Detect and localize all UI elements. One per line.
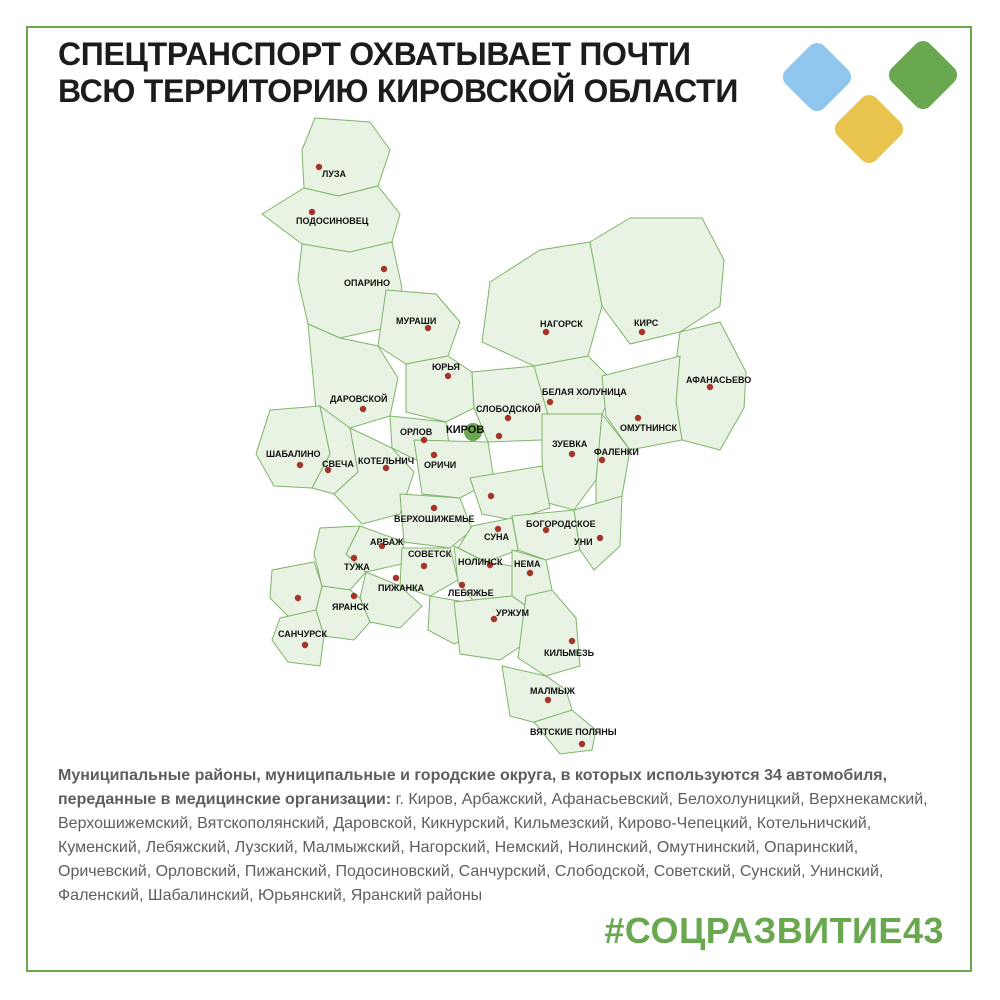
- town-21-label: АРБАЖ: [370, 537, 404, 547]
- town-8-dot: [547, 399, 553, 405]
- town-5-label: КИРС: [634, 318, 659, 328]
- town-19-dot: [431, 505, 437, 511]
- town-15-dot: [599, 457, 605, 463]
- logo-green-diamond: [885, 37, 961, 113]
- town-6-dot: [445, 373, 451, 379]
- page-title: [58, 36, 738, 110]
- town-12-label: ОРЛОВ: [400, 427, 433, 437]
- district-nagorsk: [482, 242, 602, 366]
- town-35-label: ВЯТСКИЕ ПОЛЯНЫ: [530, 727, 617, 737]
- town-27-label: НЕМА: [514, 559, 541, 569]
- title-line-2: ВСЮ ТЕРРИТОРИЮ КИРОВСКОЙ ОБЛАСТИ: [58, 73, 739, 109]
- town-6-label: ЮРЬЯ: [432, 362, 460, 372]
- town-0-label: ЛУЗА: [322, 169, 347, 179]
- town-29-label: ЛЕБЯЖЬЕ: [448, 588, 494, 598]
- town-4-label: НАГОРСК: [540, 319, 583, 329]
- town-17-label: КОТЕЛЬНИЧ: [358, 456, 415, 466]
- town-25-label: ТУЖА: [344, 562, 370, 572]
- town-11-label: ОМУТНИНСК: [620, 423, 678, 433]
- town-11-dot: [635, 415, 641, 421]
- logo-yellow-diamond: [831, 91, 907, 167]
- town-2-dot: [381, 266, 387, 272]
- town-32-dot: [302, 642, 308, 648]
- town-13-label: ЗУЕВКА: [552, 439, 588, 449]
- town-18-label: ОРИЧИ: [424, 460, 457, 470]
- hashtag: #СОЦРАЗВИТИЕ43: [604, 910, 944, 951]
- caption: [58, 764, 948, 908]
- town-5-dot: [639, 329, 645, 335]
- title-line-1: СПЕЦТРАНСПОРТ ОХВАТЫВАЕТ ПОЧТИ: [58, 36, 691, 72]
- caption-list: г. Киров, Арбажский, Афанасьевский, Белохолуницкий, Верхнекамский, Верхошижемский, Вятскополянский, Даровской, Кикнурский, Кильмезский, Кирово-Чепецкий, Котельничский, Куменский, Лебяжский, Лузский, Малмыжский, Нагорский, Немский, Нолинский, Омутнинский, Опаринский, Оричевский, Орловский, Пижанский, Подосиновский, Санчурский, Слободской, Советский, Сунский, Унинский, Фаленский, Шабалинский, Юрьянский, Яранский районы: [58, 791, 928, 904]
- unlabeled-town-dot-0: [488, 493, 494, 499]
- town-23-dot: [597, 535, 603, 541]
- town-15-label: ФАЛЕНКИ: [594, 447, 639, 457]
- caption-lead: Муниципальные районы, муниципальные и городские округа, в которых используются 34 автомобиля, переданные в медицинские организации:: [58, 767, 888, 808]
- town-26-label: НОЛИНСК: [458, 557, 503, 567]
- town-34-dot: [545, 697, 551, 703]
- town-24-label: СОВЕТСК: [408, 549, 452, 559]
- town-18-dot: [431, 452, 437, 458]
- district-kiknur: [270, 562, 322, 618]
- town-33-dot: [569, 638, 575, 644]
- district-zuevka: [542, 414, 602, 510]
- town-1-label: ПОДОСИНОВЕЦ: [296, 216, 369, 226]
- town-35-dot: [579, 741, 585, 747]
- town-23-label: УНИ: [574, 537, 593, 547]
- unlabeled-town-dot-1: [295, 595, 301, 601]
- town-30-label: ЯРАНСК: [332, 602, 369, 612]
- town-20-label: БОГОРОДСКОЕ: [526, 519, 596, 529]
- district-uni: [574, 496, 622, 570]
- town-8-label: БЕЛАЯ ХОЛУНИЦА: [542, 387, 627, 397]
- capital-label: КИРОВ: [446, 424, 485, 436]
- town-14-dot: [297, 462, 303, 468]
- district-luza: [302, 118, 390, 196]
- town-30-dot: [351, 593, 357, 599]
- town-14-label: ШАБАЛИНО: [266, 449, 321, 459]
- town-12-dot: [421, 437, 427, 443]
- town-9-label: ДАРОВСКОЙ: [330, 394, 388, 404]
- town-10-label: СЛОБОДСКОЙ: [476, 404, 541, 414]
- town-31-label: УРЖУМ: [496, 608, 529, 618]
- town-1-dot: [309, 209, 315, 215]
- town-3-label: МУРАШИ: [396, 316, 437, 326]
- town-19-label: ВЕРХОШИЖЕМЬЕ: [394, 514, 475, 524]
- logo-diamonds: [770, 30, 970, 180]
- town-22-label: СУНА: [484, 532, 509, 542]
- town-16-label: СВЕЧА: [322, 459, 354, 469]
- town-32-label: САНЧУРСК: [278, 629, 327, 639]
- unlabeled-town-dot-2: [496, 433, 502, 439]
- district-kilmez: [518, 590, 580, 676]
- town-27-dot: [527, 570, 533, 576]
- town-24-dot: [421, 563, 427, 569]
- town-28-label: ПИЖАНКА: [378, 583, 425, 593]
- town-9-dot: [360, 406, 366, 412]
- district-murashi: [378, 290, 460, 364]
- town-34-label: МАЛМЫЖ: [530, 686, 575, 696]
- town-7-label: АФАНАСЬЕВО: [686, 375, 752, 385]
- town-33-label: КИЛЬМЕЗЬ: [544, 648, 595, 658]
- town-28-dot: [393, 575, 399, 581]
- kirov-region-map: [250, 110, 760, 760]
- town-2-label: ОПАРИНО: [344, 278, 390, 288]
- logo-blue-diamond: [779, 39, 855, 115]
- town-25-dot: [351, 555, 357, 561]
- town-10-dot: [505, 415, 511, 421]
- town-13-dot: [569, 451, 575, 457]
- town-4-dot: [543, 329, 549, 335]
